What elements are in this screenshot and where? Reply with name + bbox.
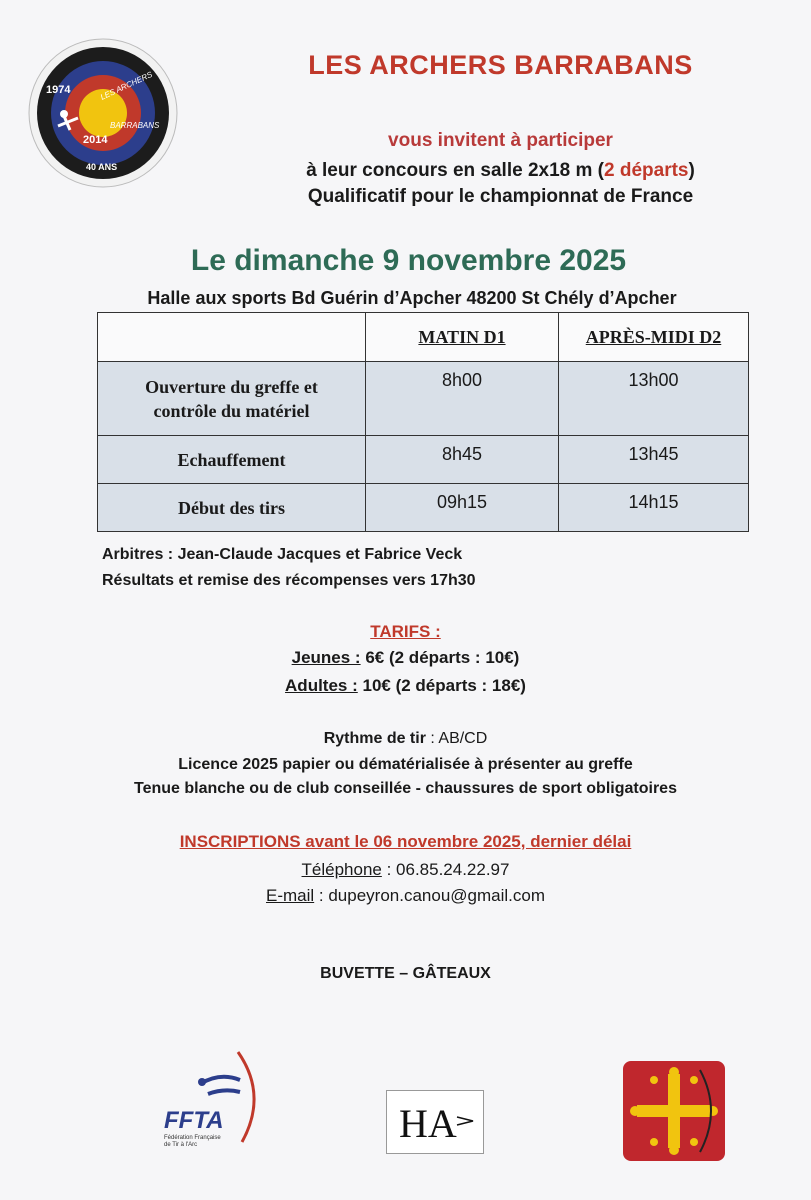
schedule-header-row [98,313,749,362]
licence-text: Licence 2025 papier ou dématérialisée à présenter au greffe [178,756,633,773]
ffta-logo [160,1050,270,1150]
concours-text [0,160,811,182]
morning-time: 09h15 [366,484,559,532]
schedule-row [98,484,749,532]
schedule-row [98,436,749,484]
tarif-jeunes-label: Jeunes : [291,648,361,667]
rythme-text [0,730,811,748]
concours-pre: à leur concours en salle 2x18 m ( [306,160,604,181]
tarif-jeunes-value: 6€ (2 départs : 10€) [360,648,520,667]
row-label: Echauffement [98,436,366,484]
row-label [98,362,366,436]
morning-time: 8h45 [366,436,559,484]
email-label: E-mail [266,886,315,905]
buvette-text: BUVETTE – GÂTEAUX [320,965,491,982]
invite-text: vous invitent à participer [388,130,613,151]
phone-line [0,860,811,880]
email-value[interactable]: : dupeyron.canou@gmail.com [314,886,545,905]
ffta-text: FFTA [164,1107,224,1134]
schedule-header-morning [366,313,559,362]
logo-name-top: LES ARCHERS [99,69,154,102]
resultats-text: Résultats et remise des récompenses vers 17h30 [102,572,476,589]
inscriptions-deadline: INSCRIPTIONS avant le 06 novembre 2025, dernier délai [179,832,632,851]
afternoon-time: 13h00 [559,362,749,436]
schedule-header-empty [98,313,366,362]
morning-label: MATIN D1 [418,326,506,347]
afternoon-label: APRÈS-MIDI D2 [585,326,722,347]
phone-value[interactable]: : 06.85.24.22.97 [381,860,510,879]
rythme-value: : AB/CD [425,730,488,747]
tarifs-title: TARIFS : [370,622,441,641]
schedule-header-afternoon [559,313,749,362]
email-line [0,886,811,906]
tarif-adultes [0,676,811,696]
row-label-line1: Ouverture du greffe et [145,376,318,397]
occitanie-logo [622,1060,726,1162]
rythme-label: Rythme de tir [323,730,426,747]
event-date: Le dimanche 9 novembre 2025 [190,244,627,277]
club-title: LES ARCHERS BARRABANS [308,50,693,80]
ffta-sub1: Fédération Française [164,1135,221,1141]
ha-logo [386,1090,484,1154]
afternoon-time: 14h15 [559,484,749,532]
morning-time: 8h00 [366,362,559,436]
schedule-row [98,362,749,436]
tarif-adultes-label: Adultes : [285,676,358,695]
ffta-sub2: de Tir à l'Arc [164,1142,198,1148]
event-venue: Halle aux sports Bd Guérin d’Apcher 48200 St Chély d’Apcher [147,288,677,308]
concours-departs: 2 départs [604,160,689,181]
ha-text: HA [399,1101,457,1146]
logo-anniversary: 40 ANS [86,162,118,172]
tarif-adultes-value: 10€ (2 départs : 18€) [357,676,526,695]
concours-post: ) [688,160,695,181]
afternoon-time: 13h45 [559,436,749,484]
tenue-text: Tenue blanche ou de club conseillée - chaussures de sport obligatoires [134,780,677,797]
logo-name-bottom: BARRABANS [110,121,160,130]
phone-label: Téléphone [301,860,382,879]
arbitres-text: Arbitres : Jean-Claude Jacques et Fabrice Veck [102,546,463,563]
tarif-jeunes [0,648,811,668]
logo-year-end: 2014 [83,134,108,146]
row-label-line2: contrôle du matériel [153,400,310,421]
schedule-table [97,312,749,532]
qualification-text: Qualificatif pour le championnat de France [307,186,694,207]
row-label: Début des tirs [98,484,366,532]
logo-year-start: 1974 [46,84,71,96]
